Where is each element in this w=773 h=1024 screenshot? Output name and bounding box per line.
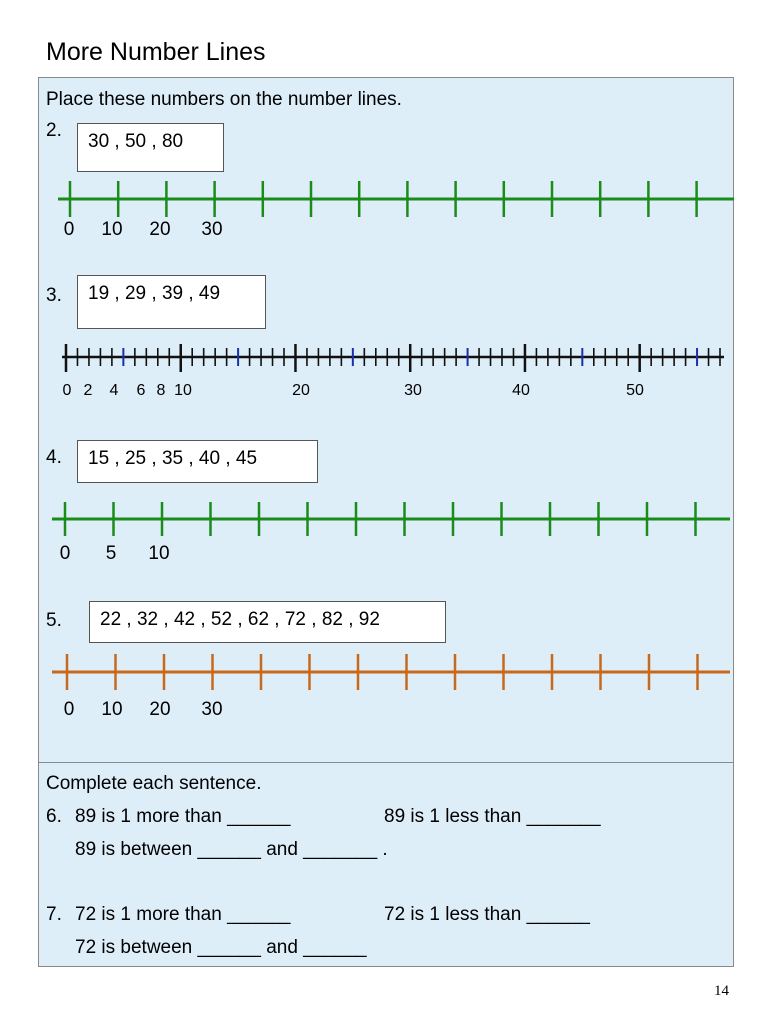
number-line-4-label: 0 <box>59 543 71 564</box>
number-line-3-label: 50 <box>626 382 644 399</box>
problem-3-number: 3. <box>46 285 62 306</box>
problem-5-number-box: 22 , 32 , 42 , 52 , 62 , 72 , 82 , 92 <box>89 601 446 643</box>
number-line-5-label: 30 <box>201 699 223 720</box>
number-line-2-label: 10 <box>101 219 123 240</box>
number-line-5-label: 20 <box>149 699 171 720</box>
number-line-3-label: 8 <box>156 382 166 399</box>
number-line-2-label: 30 <box>201 219 223 240</box>
number-line-3-label: 6 <box>136 382 146 399</box>
problem-4-number: 4. <box>46 447 62 468</box>
number-line-2-label: 0 <box>63 219 75 240</box>
number-line-3-label: 10 <box>174 382 192 399</box>
number-line-3-label: 4 <box>109 382 119 399</box>
number-line-3-label: 20 <box>292 382 310 399</box>
number-line-5-label: 10 <box>101 699 123 720</box>
problem-2-number: 2. <box>46 120 62 141</box>
page-title: More Number Lines <box>46 38 266 66</box>
q7-less-than: 72 is 1 less than ______ <box>384 904 590 925</box>
q6-between: 89 is between ______ and _______ . <box>75 839 388 860</box>
number-line-4-label: 5 <box>105 543 117 564</box>
number-line-3-label: 2 <box>83 382 93 399</box>
page-number: 14 <box>714 983 729 999</box>
section2-heading: Complete each sentence. <box>46 773 262 794</box>
number-line-4-label: 10 <box>148 543 170 564</box>
problem-3-number-box: 19 , 29 , 39 , 49 <box>77 275 266 329</box>
q6-less-than: 89 is 1 less than _______ <box>384 806 601 827</box>
number-line-3-label: 0 <box>62 382 72 399</box>
instructions: Place these numbers on the number lines. <box>46 89 402 110</box>
q7-between: 72 is between ______ and ______ <box>75 937 367 958</box>
problem-4-number-box: 15 , 25 , 35 , 40 , 45 <box>77 440 318 483</box>
number-line-5-label: 0 <box>63 699 75 720</box>
q6-number: 6. <box>46 806 62 827</box>
q7-more-than: 72 is 1 more than ______ <box>75 904 291 925</box>
q6-more-than: 89 is 1 more than ______ <box>75 806 291 827</box>
problem-2-number-box: 30 , 50 , 80 <box>77 123 224 172</box>
number-line-3-label: 40 <box>512 382 530 399</box>
problem-5-number: 5. <box>46 610 62 631</box>
q7-number: 7. <box>46 904 62 925</box>
number-line-3-label: 30 <box>404 382 422 399</box>
number-line-2-label: 20 <box>149 219 171 240</box>
